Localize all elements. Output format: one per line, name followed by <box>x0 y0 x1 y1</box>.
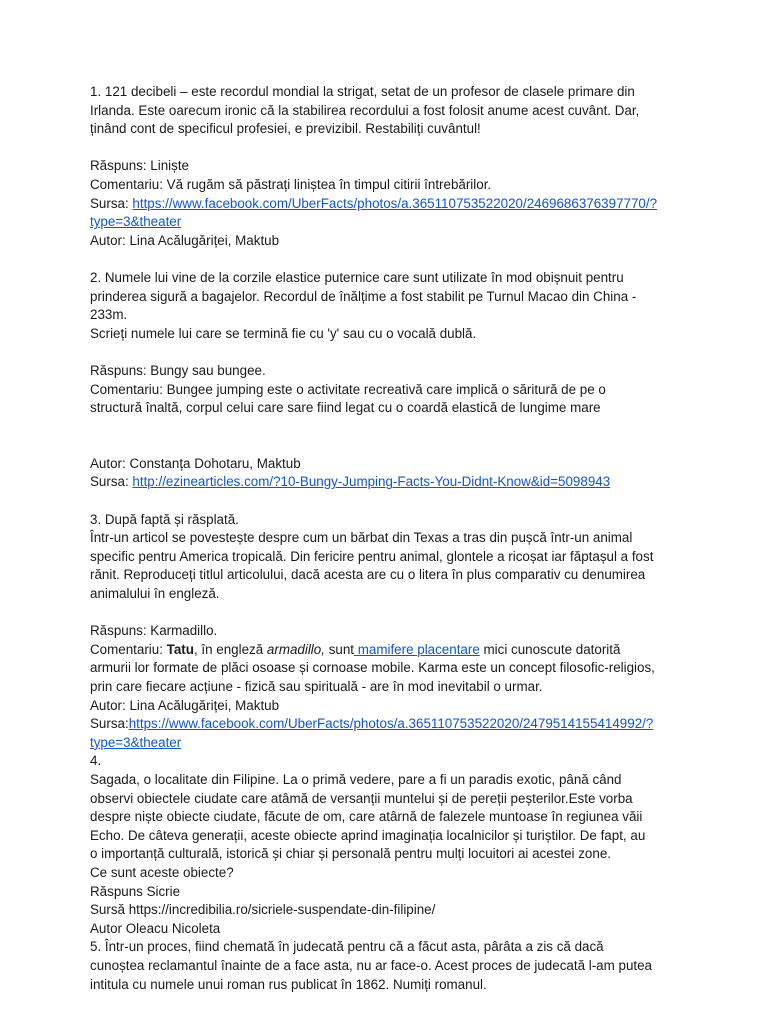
source-line <box>90 473 690 492</box>
answer-line: Răspuns: Liniște <box>90 158 189 174</box>
question-text-line: despre niște obiecte ciudate, făcute de om, care atârnă de falezele muntoase în regiunea văii <box>90 809 643 825</box>
source-link[interactable]: https://www.facebook.com/UberFacts/photos/a.365110753522020/2469686376397770/? <box>132 195 658 211</box>
comment-line: prin care fiecare acțiune - fizică sau spirituală - are în mod inevitabil o urmar. <box>90 679 543 694</box>
source-label: Sursa: <box>90 195 133 211</box>
comment-prefix: Comentariu: <box>90 641 167 657</box>
question-text-line: 1. 121 decibeli – este recordul mondial la strigat, setat de un profesor de clasele primare din <box>90 84 635 99</box>
question-2 <box>90 269 690 492</box>
spacer <box>90 343 690 362</box>
document-page <box>90 83 690 994</box>
source-label: Sursa: <box>90 716 129 732</box>
question-text-line: intitula cu numele unui roman rus publicat în 1862. Numiți romanul. <box>90 976 487 992</box>
question-text-line: 3. După faptă și răsplată. <box>90 511 239 527</box>
question-text-line: prinderea sigură a bagajelor. Recordul de înălțime a fost stabilit pe Turnul Macao din China - <box>90 288 637 304</box>
comment-line: structură înaltă, corpul celui care sare fiind legat cu o coardă elastică de lungime mare <box>90 400 601 416</box>
question-text-line: 5. Într-un proces, fiind chemată în judecată pentru că a făcut asta, pârâta a zis că dacă <box>90 939 604 955</box>
spacer <box>90 604 690 623</box>
question-text-line: ținând cont de specificul profesiei, e previzibil. Restabiliți cuvântul! <box>90 121 481 137</box>
question-4 <box>90 752 690 938</box>
comment-link[interactable]: mamifere placentare <box>354 641 480 657</box>
question-text-line: Într-un articol se povestește despre cum un bărbat din Texas a tras din pușcă într-un animal <box>90 530 633 546</box>
question-text-line: 2. Numele lui vine de la corzile elastice puternice care sunt utilizate în mod obișnuit pentru <box>90 269 624 285</box>
comment-line: Comentariu: Bungee jumping este o activitate recreativă care implică o săritură de pe o <box>90 381 606 397</box>
source-line <box>90 715 690 734</box>
question-text-line: cunoștea reclamantul înainte de a face asta, nu ar face-o. Acest proces de judecată l-am putea <box>90 957 653 973</box>
question-text-line: Ce sunt aceste obiecte? <box>90 864 234 880</box>
comment-mid: , în engleză <box>193 641 267 657</box>
comment-sunt: sunt <box>324 641 354 657</box>
source-line-cont <box>90 213 690 232</box>
question-text-line: Irlanda. Este oarecum ironic că la stabilirea recordului a fost folosit anume acest cuvânt. Dar, <box>90 102 640 118</box>
source-line <box>90 195 690 214</box>
answer-line: Răspuns: Karmadillo. <box>90 623 218 639</box>
question-1 <box>90 83 690 250</box>
question-3 <box>90 511 690 753</box>
question-number: 4. <box>90 753 102 769</box>
source-link-cont[interactable]: type=3&theater <box>90 734 182 750</box>
source-label: Sursa: <box>90 474 133 490</box>
spacer <box>90 436 690 455</box>
question-text-line: observi obiectele ciudate care atâmă de versanții muntelui și de pereții peșterilor.Este vorba <box>90 790 633 806</box>
answer-line: Răspuns: Bungy sau bungee. <box>90 362 266 378</box>
source-link[interactable]: http://ezinearticles.com/?10-Bungy-Jumping-Facts-You-Didnt-Know&id=5098943 <box>132 474 611 490</box>
comment-rest: mici cunoscute datorită <box>479 641 621 657</box>
question-text-line: specific pentru America tropicală. Din fericire pentru animal, glontele a ricoșat iar făptașul a fost <box>90 548 654 564</box>
spacer <box>90 250 690 269</box>
question-text-line: Scrieți numele lui care se termină fie cu 'y' sau cu o vocală dublă. <box>90 325 477 341</box>
source-line: Sursă https://incredibilia.ro/sicriele-suspendate-din-filipine/ <box>90 902 436 918</box>
author-line: Autor: Lina Acălugăriței, Maktub <box>90 232 280 248</box>
comment-bold-term: Tatu <box>166 641 194 657</box>
source-line-cont <box>90 734 690 753</box>
comment-line: Comentariu: Vă rugăm să păstrați liniștea în timpul citirii întrebărilor. <box>90 176 492 192</box>
question-text-line: Echo. De câteva generații, aceste obiecte aprind imaginația localnicilor și turiștilor. De fapt, au <box>90 827 646 843</box>
question-text-line: animalului în engleză. <box>90 586 220 602</box>
answer-line: Răspuns Sicrie <box>90 883 181 899</box>
author-line: Autor Oleacu Nicoleta <box>90 920 221 936</box>
source-link[interactable]: https://www.facebook.com/UberFacts/photos/a.365110753522020/2479514155414992/? <box>128 716 654 732</box>
question-text-line: rănit. Reproduceți titlul articolului, dacă acesta are cu o litera în plus comparativ cu denumirea <box>90 567 646 583</box>
spacer <box>90 139 690 158</box>
question-text-line: o importanță culturală, istorică și chiar și personală pentru mulți locuitori ai acestei zone. <box>90 846 611 862</box>
question-text-line: 233m. <box>90 307 128 323</box>
comment-italic-term: armadillo, <box>266 641 325 657</box>
author-line: Autor: Lina Acălugăriței, Maktub <box>90 697 280 713</box>
question-5 <box>90 938 690 994</box>
question-text-line: Sagada, o localitate din Filipine. La o primă vedere, pare a fi un paradis exotic, până când <box>90 771 622 787</box>
source-link-cont[interactable]: type=3&theater <box>90 214 182 230</box>
author-line: Autor: Constanța Dohotaru, Maktub <box>90 455 301 471</box>
comment-line <box>90 641 690 660</box>
spacer <box>90 418 690 437</box>
comment-line: armurii lor formate de plăci osoase și cornoase mobile. Karma este un concept filosofic-religios, <box>90 660 655 676</box>
spacer <box>90 492 690 511</box>
